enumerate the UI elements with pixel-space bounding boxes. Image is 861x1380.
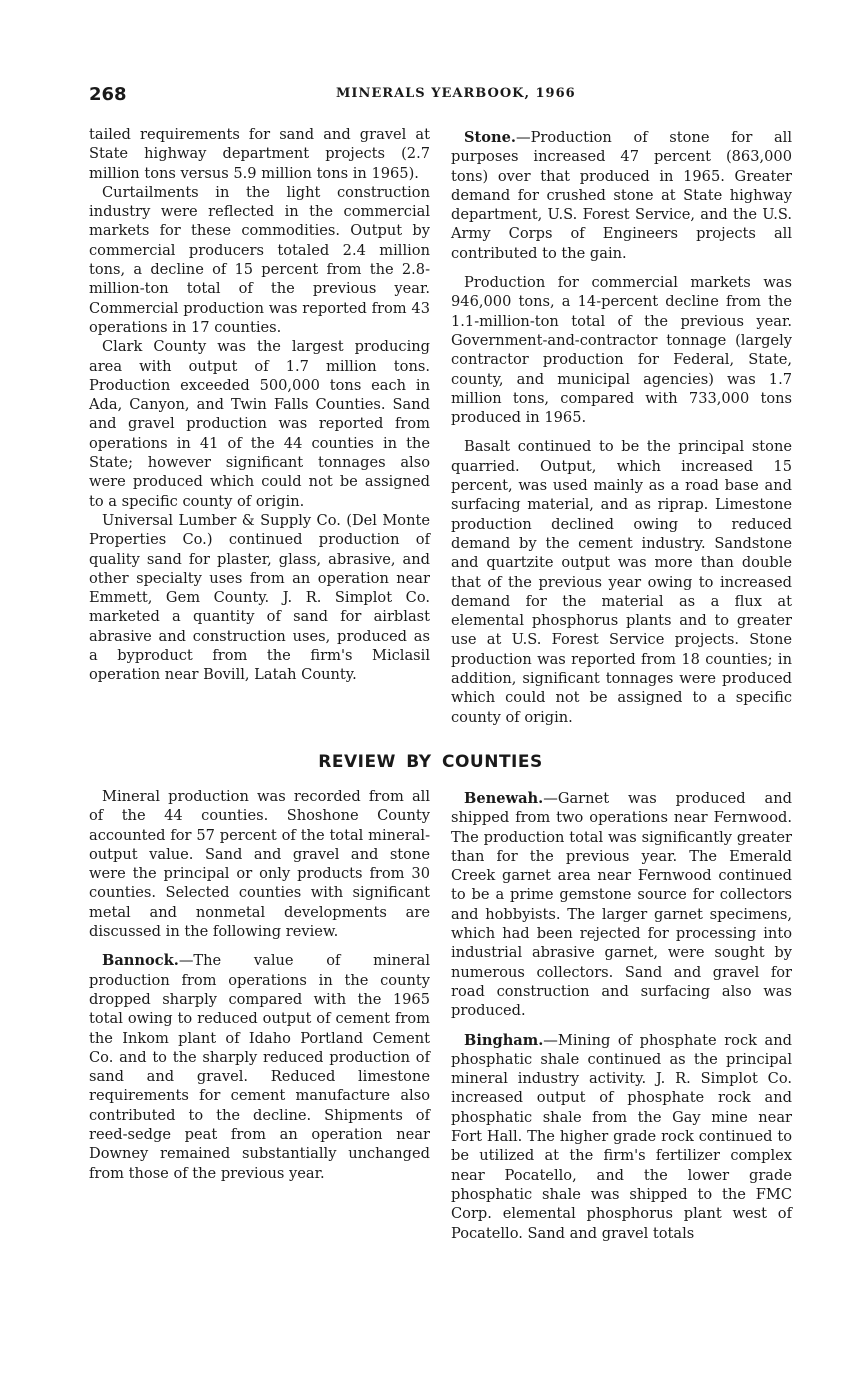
left-column-top xyxy=(89,125,430,685)
paragraph: Mineral production was recorded from all of the 44 counties. Shoshone County accounted for 57 percent of the total mineral-output value. Sand and gravel and stone were the principal or only products from 30 counties. Selected counties with significant metal and nonmetal developments are discussed in the following review. xyxy=(89,788,430,941)
bingham-text: —Mining of phosphate rock and phosphatic shale continued as the principal mineral industry activity. J. R. Simplot Co. increased output of phosphate rock and phosphatic shale from the Gay mine near Fort Hall. The higher grade rock continued to be utilized at the firm's fertilizer complex near Pocatello, and the lower grade phosphatic shale was shipped to the FMC Corp. elemental phosphorus plant west of Pocatello. Sand and gravel totals xyxy=(451,1031,792,1242)
bingham-lead: Bingham. xyxy=(464,1031,544,1049)
paragraph: Clark County was the largest producing area with output of 1.7 million tons. Production exceeded 500,000 tons each in Ada, Canyon, and Twin Falls Counties. Sand and gravel production was reported from operations in 41 of the 44 counties in the State; however significant tonnages also were produced which could not be assigned to a specific county of origin. xyxy=(89,338,430,510)
bannock-paragraph xyxy=(89,951,430,1183)
bannock-lead: Bannock. xyxy=(102,952,179,970)
right-column-bottom xyxy=(451,789,792,1243)
page-number: 268 xyxy=(89,84,127,105)
paragraph: Universal Lumber & Supply Co. (Del Monte Properties Co.) continued production of quality sand for plaster, glass, abrasive, and other specialty uses from an operation near Emmett, Gem County. J. R. Simplot Co. marketed a quantity of sand for airblast abrasive and construction uses, produced as a byproduct from the firm's Miclasil operation near Bovill, Latah County. xyxy=(89,511,430,684)
benewah-lead: Benewah. xyxy=(464,790,544,807)
stone-paragraph xyxy=(451,128,792,263)
paragraph: tailed requirements for sand and gravel at State highway department projects (2.7 million tons versus 5.9 million tons in 1965). xyxy=(89,126,430,182)
bingham-paragraph xyxy=(451,1031,792,1243)
stone-lead: Stone. xyxy=(464,129,516,146)
paragraph: Basalt continued to be the principal stone quarried. Output, which increased 15 percent, was used mainly as a road base and surfacing material, and as riprap. Limestone production declined owing to reduced demand by the cement industry. Sandstone and quartzite output was more than double that of the previous year owing to increased demand for the material as a flux at elemental phosphorus plants and to greater use at U.S. Forest Service projects. Stone production was reported from 18 counties; in addition, significant tonnages were produced which could not be assigned to a specific county of origin. xyxy=(451,438,792,726)
bannock-text: —The value of mineral production from operations in the county dropped sharply compared with the 1965 total owing to reduced output of cement from the Inkom plant of Idaho Portland Cement Co. and to the sharply reduced production of sand and gravel. Reduced limestone requirements for cement manufacture also contributed to the decline. Shipments of reed-sedge peat from an operation near Downey remained substantially unchanged from those of the previous year. xyxy=(89,952,430,1182)
paragraph: Curtailments in the light construction industry were reflected in the commercial markets for these commodities. Output by commercial producers totaled 2.4 million tons, a decline of 15 percent from the 2.8-million-ton total of the previous year. Commercial production was reported from 43 operations in 17 counties. xyxy=(89,183,430,336)
right-column-top xyxy=(451,128,792,727)
paragraph: Production for commercial markets was 946,000 tons, a 14-percent decline from the 1.1-million-ton total of the previous year. Government-and-contractor tonnage (largely contractor production for Federal, State, county, and municipal agencies) was 1.7 million tons, compared with 733,000 tons produced in 1965. xyxy=(451,274,792,427)
benewah-text: —Garnet was produced and shipped from two operations near Fernwood. The production total was significantly greater than for the previous year. The Emerald Creek garnet area near Fernwood continued to be a prime gemstone source for collectors and hobbyists. The larger garnet specimens, which had been rejected for processing into industrial abrasive garnet, were sought by numerous collectors. Sand and gravel for road construction and surfacing also was produced. xyxy=(451,790,792,1020)
stone-text: —Production of stone for all purposes increased 47 percent (863,000 tons) over that produced in 1965. Greater demand for crushed stone at State highway department, U.S. Forest Service, and the U.S. Army Corps of Engineers projects all contributed to the gain. xyxy=(451,129,792,262)
benewah-paragraph xyxy=(451,789,792,1021)
left-column-bottom xyxy=(89,787,430,1183)
running-title: MINERALS YEARBOOK, 1966 xyxy=(336,86,576,101)
section-heading: REVIEW BY COUNTIES xyxy=(318,752,543,772)
